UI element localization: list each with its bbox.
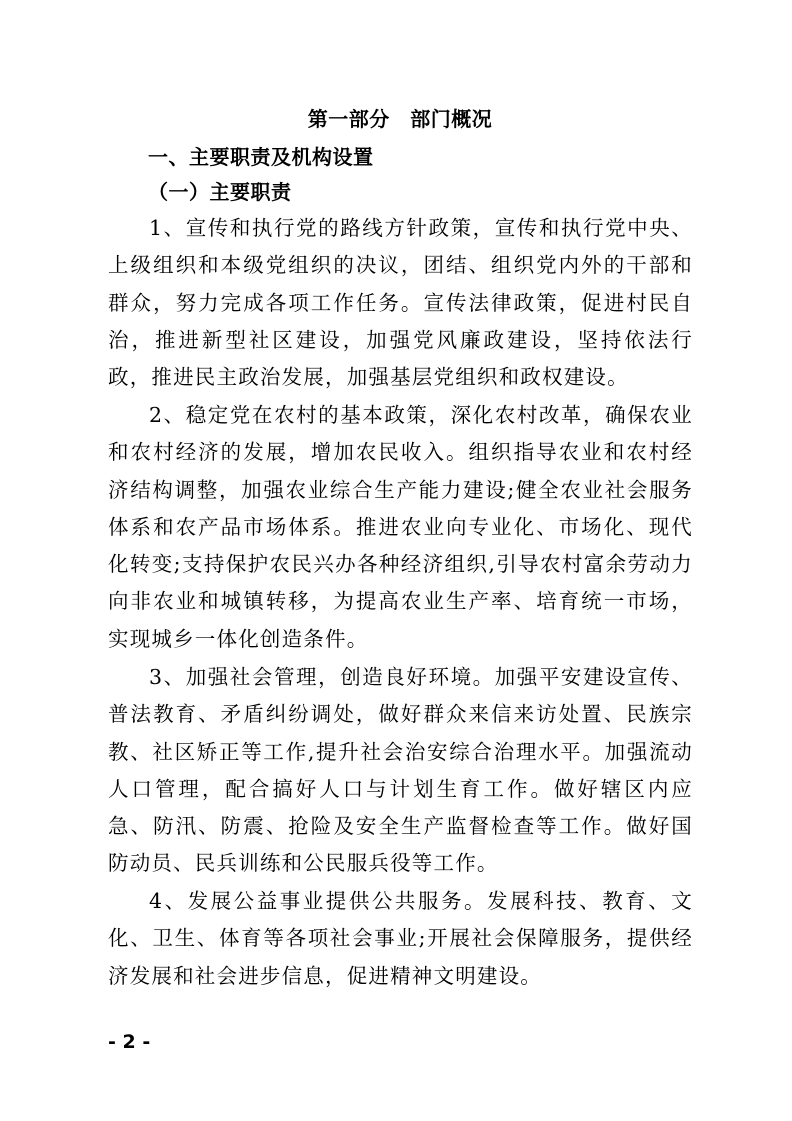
section-heading: 一、主要职责及机构设置 [148, 145, 374, 169]
paragraph-duty-3: 3、加强社会管理，创造良好环境。加强平安建设宣传、普法教育、矛盾纠纷调处，做好群众来信来访处置、民族宗教、社区矫正等工作,提升社会治安综合治理水平。加强流动人口管理，配合搞好人口与计划生育工作。做好辖区内应急、防汛、防震、抢险及安全生产监督检查等工作。做好国防动员、民兵训练和公民服兵役等工作。 [108, 665, 693, 876]
paragraph-duty-2: 2、稳定党在农村的基本政策，深化农村改革，确保农业和农村经济的发展，增加农民收入。组织指导农业和农村经济结构调整，加强农业综合生产能力建设;健全农业社会服务体系和农产品市场体系。推进农业向专业化、市场化、现代化转变;支持保护农民兴办各种经济组织,引导农村富余劳动力向非农业和城镇转移，为提高农业生产率、培育统一市场，实现城乡一体化创造条件。 [108, 403, 693, 651]
paragraph-duty-1: 1、宣传和执行党的路线方针政策，宣传和执行党中央、上级组织和本级党组织的决议，团结、组织党内外的干部和群众，努力完成各项工作任务。宣传法律政策，促进村民自治，推进新型社区建设，加强党风廉政建设，坚持依法行政，推进民主政治发展，加强基层党组织和政权建设。 [108, 216, 693, 390]
paragraph-duty-4: 4、发展公益事业提供公共服务。发展科技、教育、文化、卫生、体育等各项社会事业;开展社会保障服务，提供经济发展和社会进步信息，促进精神文明建设。 [108, 889, 693, 988]
page-title: 第一部分 部门概况 [307, 107, 493, 131]
subsection-heading: （一）主要职责 [148, 180, 292, 204]
page-number: - 2 - [108, 1031, 151, 1053]
